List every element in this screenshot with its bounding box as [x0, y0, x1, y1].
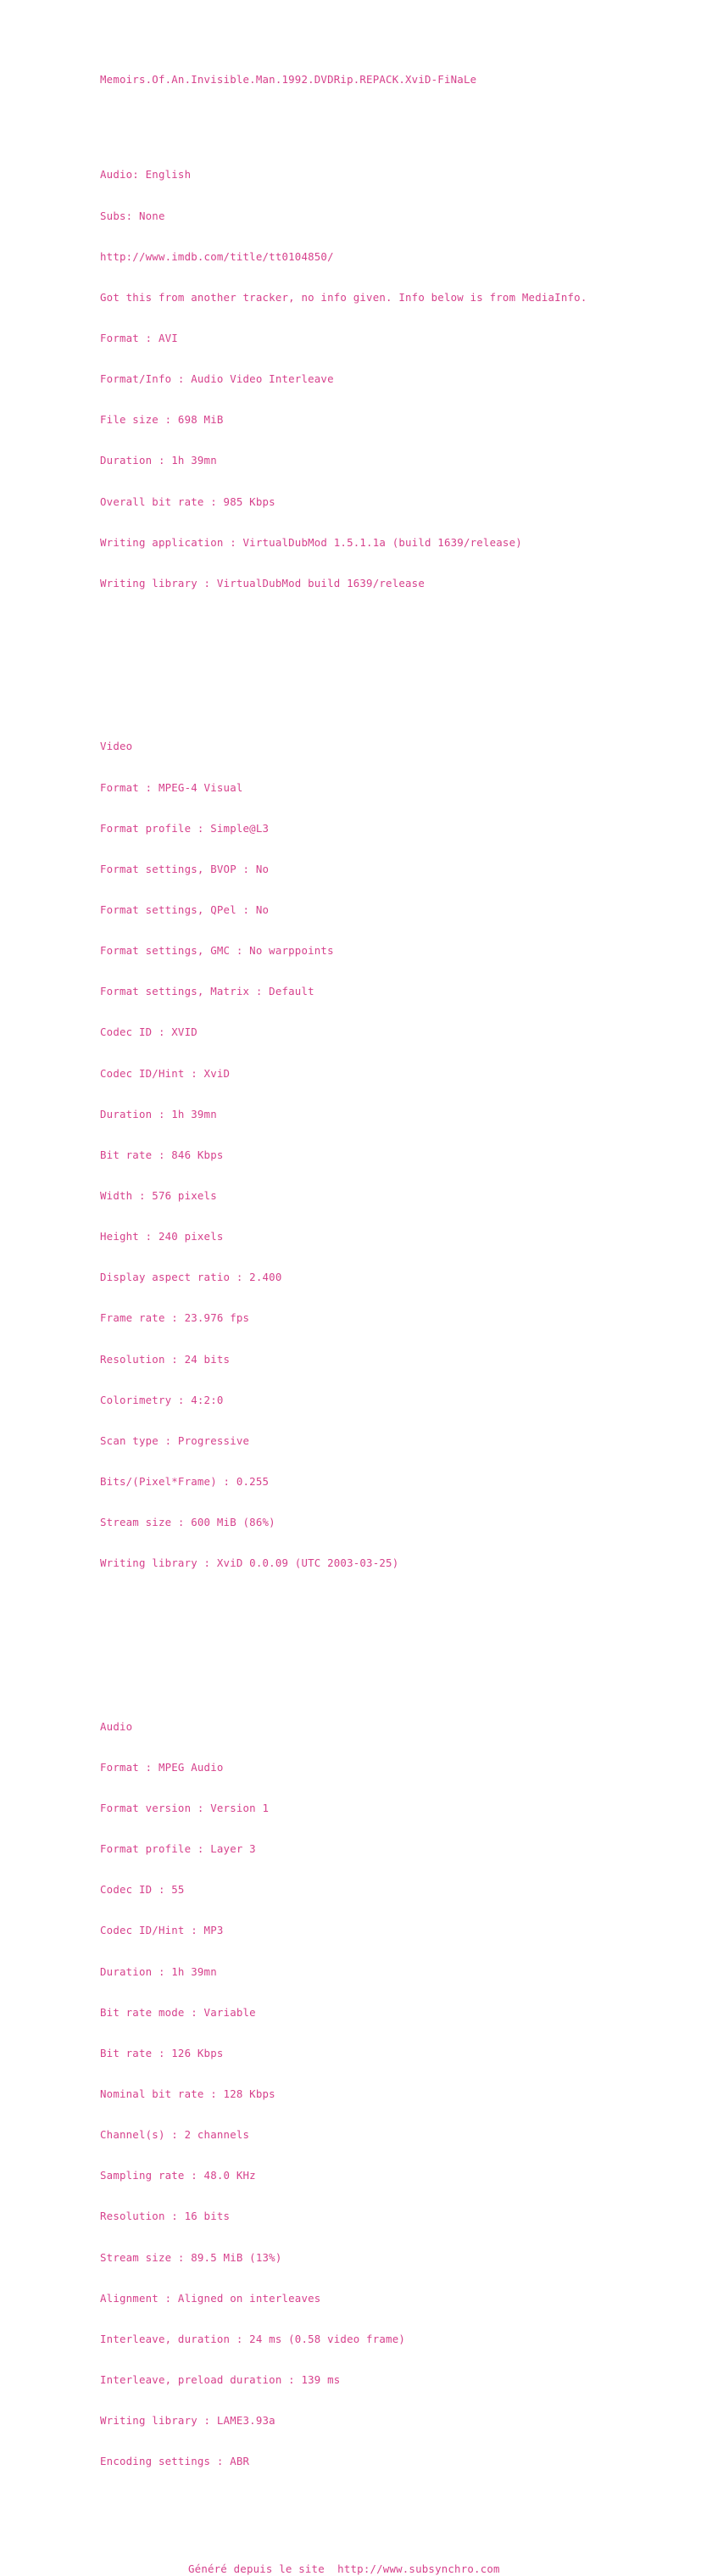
info-line: Bit rate : 126 Kbps	[100, 2046, 224, 2059]
info-line: Colorimetry : 4:2:0	[100, 1393, 224, 1406]
info-line: Interleave, preload duration : 139 ms	[100, 2373, 341, 2387]
spacer	[100, 658, 661, 672]
info-line: Stream size : 600 MiB (86%)	[100, 1516, 275, 1529]
info-line: File size : 698 MiB	[100, 413, 224, 427]
nfo-text	[100, 32, 661, 2537]
info-line: Format/Info : Audio Video Interleave	[100, 372, 334, 386]
info-line: Format profile : Simple@L3	[100, 821, 270, 835]
section-heading-audio: Audio	[100, 1719, 133, 1733]
info-line: Format settings, Matrix : Default	[100, 985, 314, 998]
info-line: Writing library : XviD 0.0.09 (UTC 2003-03-25)	[100, 1556, 399, 1570]
info-line: Format : MPEG Audio	[100, 1760, 224, 1774]
info-line: Channel(s) : 2 channels	[100, 2128, 250, 2142]
info-line: Frame rate : 23.976 fps	[100, 1311, 250, 1325]
info-line: Duration : 1h 39mn	[100, 1964, 217, 1978]
info-line: Stream size : 89.5 MiB (13%)	[100, 2250, 282, 2264]
info-line: Width : 576 pixels	[100, 1188, 217, 1202]
footer-credit[interactable]: Généré depuis le site http://www.subsynchro.com	[188, 2562, 500, 2575]
info-line: Bit rate : 846 Kbps	[100, 1148, 224, 1161]
audio-info-block	[100, 1693, 661, 2496]
info-line: Format settings, QPel : No	[100, 902, 270, 916]
info-line: Codec ID : 55	[100, 1883, 185, 1897]
info-line: Writing library : VirtualDubMod build 1639/release	[100, 576, 425, 590]
info-line: Audio: English	[100, 168, 192, 182]
video-info-block	[100, 712, 661, 1597]
info-line: Sampling rate : 48.0 KHz	[100, 2169, 256, 2182]
general-info-block	[100, 141, 661, 617]
info-line: Nominal bit rate : 128 Kbps	[100, 2087, 275, 2101]
info-line: Duration : 1h 39mn	[100, 1107, 217, 1120]
info-line: Height : 240 pixels	[100, 1230, 224, 1243]
info-line: Writing library : LAME3.93a	[100, 2414, 275, 2428]
info-line: Overall bit rate : 985 Kbps	[100, 495, 275, 508]
section-heading-video: Video	[100, 740, 133, 753]
info-line: Format profile : Layer 3	[100, 1842, 256, 1856]
info-line: Encoding settings : ABR	[100, 2455, 250, 2468]
info-line: Resolution : 16 bits	[100, 2210, 231, 2223]
info-line: Codec ID/Hint : XviD	[100, 1066, 231, 1080]
info-line: Format : MPEG-4 Visual	[100, 780, 243, 794]
info-line: Scan type : Progressive	[100, 1433, 250, 1447]
imdb-link[interactable]: http://www.imdb.com/title/tt0104850/	[100, 249, 334, 263]
info-line: Alignment : Aligned on interleaves	[100, 2291, 321, 2305]
info-line: Format settings, GMC : No warppoints	[100, 944, 334, 958]
info-line: Codec ID/Hint : MP3	[100, 1924, 224, 1937]
info-line: Display aspect ratio : 2.400	[100, 1271, 282, 1284]
info-line: Format settings, BVOP : No	[100, 862, 270, 875]
info-line: Writing application : VirtualDubMod 1.5.1.1a (build 1639/release)	[100, 535, 522, 549]
info-line: Bit rate mode : Variable	[100, 2005, 256, 2019]
info-line: Subs: None	[100, 209, 165, 222]
info-line: Interleave, duration : 24 ms (0.58 video frame)	[100, 2332, 406, 2345]
release-title: Memoirs.Of.An.Invisible.Man.1992.DVDRip.REPACK.XviD-FiNaLe	[100, 73, 477, 87]
info-line: Duration : 1h 39mn	[100, 454, 217, 467]
info-line: Format version : Version 1	[100, 1802, 270, 1815]
info-line: Bits/(Pixel*Frame) : 0.255	[100, 1474, 270, 1488]
info-line: Format : AVI	[100, 331, 178, 344]
spacer	[100, 1638, 661, 1651]
info-line: Resolution : 24 bits	[100, 1352, 231, 1366]
info-line: Codec ID : XVID	[100, 1025, 197, 1039]
info-line: Got this from another tracker, no info given. Info below is from MediaInfo.	[100, 290, 587, 304]
